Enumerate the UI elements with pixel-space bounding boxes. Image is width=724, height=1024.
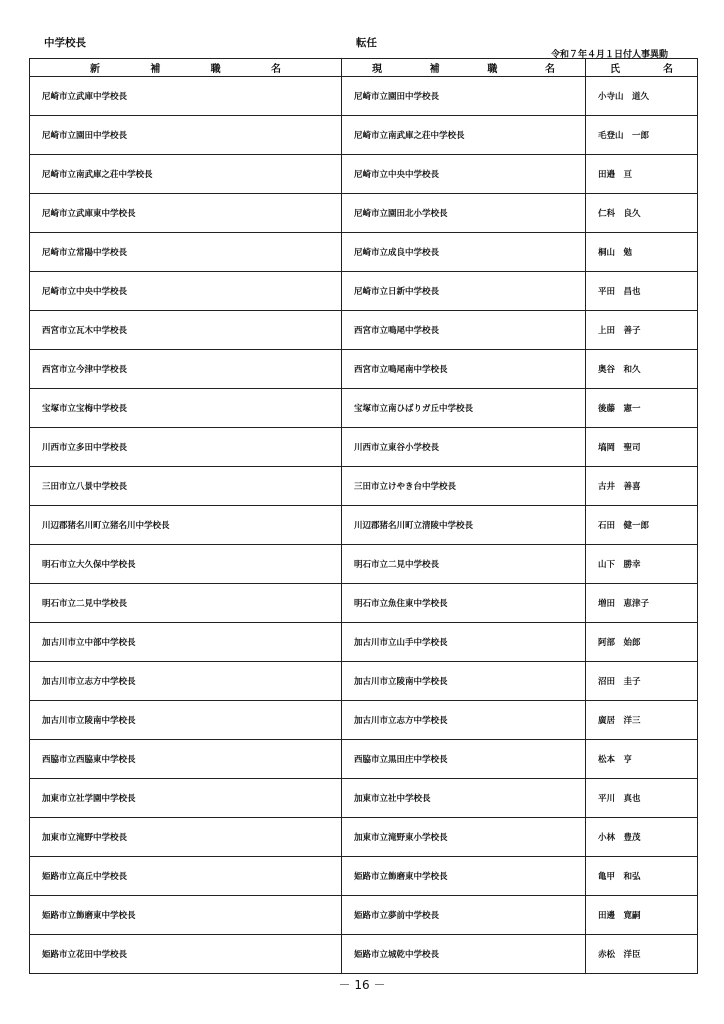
new-post-cell: 加東市立滝野中学校長 (30, 818, 342, 857)
table-row (30, 545, 698, 584)
name-cell: 赤松 洋臣 (586, 935, 698, 974)
current-post-cell: 西宮市立鳴尾中学校長 (342, 311, 586, 350)
page-number: － 16 － (338, 978, 386, 992)
table-row (30, 662, 698, 701)
name-cell: 小林 豊茂 (586, 818, 698, 857)
name-cell: 仁科 良久 (586, 194, 698, 233)
table-row (30, 584, 698, 623)
new-post-cell: 川西市立多田中学校長 (30, 428, 342, 467)
current-post-cell: 尼崎市立園田中学校長 (342, 77, 586, 116)
name-cell: 廣居 洋三 (586, 701, 698, 740)
table-row (30, 857, 698, 896)
table-row (30, 428, 698, 467)
table-row (30, 701, 698, 740)
transfer-type-heading: 転任 (356, 37, 377, 49)
current-post-cell: 姫路市立夢前中学校長 (342, 896, 586, 935)
name-cell: 平田 昌也 (586, 272, 698, 311)
name-cell: 古井 善喜 (586, 467, 698, 506)
name-cell: 山下 勝幸 (586, 545, 698, 584)
table-header-row (30, 59, 698, 77)
name-cell: 増田 恵津子 (586, 584, 698, 623)
name-cell: 毛登山 一郎 (586, 116, 698, 155)
current-post-cell: 川辺郡猪名川町立清陵中学校長 (342, 506, 586, 545)
current-post-cell: 尼崎市立中央中学校長 (342, 155, 586, 194)
table-row (30, 155, 698, 194)
current-post-cell: 宝塚市立南ひばりガ丘中学校長 (342, 389, 586, 428)
table-row (30, 194, 698, 233)
new-post-cell: 西脇市立西脇東中学校長 (30, 740, 342, 779)
new-post-cell: 加古川市立志方中学校長 (30, 662, 342, 701)
new-post-cell: 川辺郡猪名川町立猪名川中学校長 (30, 506, 342, 545)
name-cell: 阿部 始郎 (586, 623, 698, 662)
current-post-cell: 尼崎市立園田北小学校長 (342, 194, 586, 233)
header-new-post: 新 補 職 名 (30, 59, 342, 77)
table-row (30, 818, 698, 857)
name-cell: 石田 健一郎 (586, 506, 698, 545)
table-row (30, 233, 698, 272)
new-post-cell: 尼崎市立常陽中学校長 (30, 233, 342, 272)
current-post-cell: 姫路市立城乾中学校長 (342, 935, 586, 974)
table-body (30, 77, 698, 974)
table-row (30, 779, 698, 818)
table-row (30, 389, 698, 428)
current-post-cell: 明石市立魚住東中学校長 (342, 584, 586, 623)
table-row (30, 623, 698, 662)
name-cell: 奥谷 和久 (586, 350, 698, 389)
effective-date: 令和７年４月１日付人事異動 (550, 50, 668, 60)
new-post-cell: 姫路市立飾磨東中学校長 (30, 896, 342, 935)
new-post-cell: 尼崎市立園田中学校長 (30, 116, 342, 155)
current-post-cell: 加古川市立山手中学校長 (342, 623, 586, 662)
current-post-cell: 尼崎市立南武庫之荘中学校長 (342, 116, 586, 155)
table-row (30, 896, 698, 935)
current-post-cell: 姫路市立飾磨東中学校長 (342, 857, 586, 896)
new-post-cell: 三田市立八景中学校長 (30, 467, 342, 506)
header-name: 氏 名 (586, 59, 698, 77)
name-cell: 小寺山 道久 (586, 77, 698, 116)
table-row (30, 467, 698, 506)
new-post-cell: 西宮市立瓦木中学校長 (30, 311, 342, 350)
current-post-cell: 尼崎市立成良中学校長 (342, 233, 586, 272)
name-cell: 田邊 寛嗣 (586, 896, 698, 935)
new-post-cell: 姫路市立花田中学校長 (30, 935, 342, 974)
name-cell: 桐山 勉 (586, 233, 698, 272)
current-post-cell: 加東市立滝野東小学校長 (342, 818, 586, 857)
new-post-cell: 姫路市立高丘中学校長 (30, 857, 342, 896)
name-cell: 亀甲 和弘 (586, 857, 698, 896)
new-post-cell: 明石市立二見中学校長 (30, 584, 342, 623)
name-cell: 松本 亨 (586, 740, 698, 779)
name-cell: 塙岡 聖司 (586, 428, 698, 467)
table-row (30, 740, 698, 779)
current-post-cell: 加古川市立陵南中学校長 (342, 662, 586, 701)
new-post-cell: 加古川市立中部中学校長 (30, 623, 342, 662)
current-post-cell: 加東市立社中学校長 (342, 779, 586, 818)
table-row (30, 350, 698, 389)
current-post-cell: 西宮市立鳴尾南中学校長 (342, 350, 586, 389)
current-post-cell: 川西市立東谷小学校長 (342, 428, 586, 467)
table-row (30, 116, 698, 155)
new-post-cell: 加古川市立陵南中学校長 (30, 701, 342, 740)
new-post-cell: 加東市立社学園中学校長 (30, 779, 342, 818)
new-post-cell: 西宮市立今津中学校長 (30, 350, 342, 389)
table-row (30, 935, 698, 974)
table-row (30, 272, 698, 311)
table-row (30, 77, 698, 116)
current-post-cell: 明石市立二見中学校長 (342, 545, 586, 584)
new-post-cell: 尼崎市立中央中学校長 (30, 272, 342, 311)
header-current-post: 現 補 職 名 (342, 59, 586, 77)
new-post-cell: 尼崎市立南武庫之荘中学校長 (30, 155, 342, 194)
name-cell: 沼田 圭子 (586, 662, 698, 701)
personnel-table (29, 58, 698, 974)
category-heading: 中学校長 (44, 37, 86, 49)
current-post-cell: 三田市立けやき台中学校長 (342, 467, 586, 506)
new-post-cell: 尼崎市立武庫東中学校長 (30, 194, 342, 233)
name-cell: 田邉 亘 (586, 155, 698, 194)
name-cell: 後藤 憲一 (586, 389, 698, 428)
current-post-cell: 尼崎市立日新中学校長 (342, 272, 586, 311)
current-post-cell: 西脇市立黒田庄中学校長 (342, 740, 586, 779)
new-post-cell: 尼崎市立武庫中学校長 (30, 77, 342, 116)
new-post-cell: 明石市立大久保中学校長 (30, 545, 342, 584)
current-post-cell: 加古川市立志方中学校長 (342, 701, 586, 740)
name-cell: 上田 善子 (586, 311, 698, 350)
table-row (30, 506, 698, 545)
new-post-cell: 宝塚市立宝梅中学校長 (30, 389, 342, 428)
name-cell: 平川 真也 (586, 779, 698, 818)
table-row (30, 311, 698, 350)
